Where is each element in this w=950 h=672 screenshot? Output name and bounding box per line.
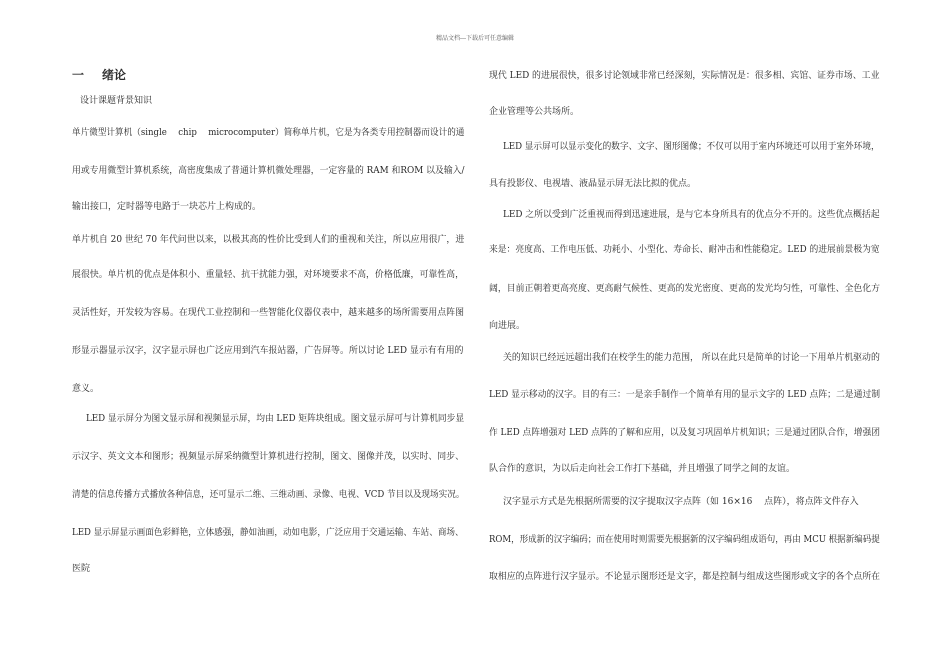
left-line-7: 形显示器显示汉字，汉字显示屏也广泛应用到汽车报站器，广告屏等。所以讨论 LED 显示有有用的 (72, 346, 464, 356)
right-line-10: LED 显示移动的汉字。目的有三：一是亲手制作一个简单有用的显示文字的 LED 点阵；二是通过制 (489, 390, 881, 400)
left-line-10: 示汉字、英文文本和图形；视频显示屏采纳微型计算机进行控制，图文、图像并茂，以实时、同步、 (72, 452, 465, 462)
right-line-1: 现代 LED 的进展很快，很多讨论领域非常已经深刻，实际情况是：很多相、宾馆、证券市场、工业 (489, 71, 880, 81)
left-line-12: LED 显示屏显示画面色彩鲜艳，立体感强，静如油画，动如电影，广泛应用于交通运输、车站、商场、 (72, 528, 464, 538)
left-line-6: 灵活性好，开发较为容易。在现代工业控制和一些智能化仪器仪表中，越来越多的场所需要用点阵图 (72, 308, 465, 318)
right-line-2: 企业管理等公共场所。 (489, 107, 580, 117)
right-line-5: LED 之所以受到广泛重视而得到迅速进展，是与它本身所具有的优点分不开的。这些优点概括起 (503, 210, 880, 220)
right-line-8: 向进展。 (489, 321, 526, 331)
left-line-8: 意义。 (72, 384, 100, 394)
right-line-4: 具有投影仪、电视墙、液晶显示屏无法比拟的优点。 (489, 179, 697, 189)
chapter-heading (72, 68, 126, 82)
right-line-9: 关的知识已经远远超出我们在校学生的能力范围， 所以在此只是简单的讨论一下用单片机驱动的 (503, 353, 880, 363)
page-header: 精品文档---下载后可任意编辑 (435, 35, 515, 42)
right-line-14: ROM，形成新的汉字编码；而在使用时则需要先根据新的汉字编码组成语句，再由 MCU 根据新编码提 (489, 535, 880, 545)
left-line-2: 用或专用微型计算机系统，高密度集成了普通计算机微处理器，一定容量的 RAM 和ROM 以及输入/ (72, 166, 465, 176)
right-line-13: 汉字显示方式是先根据所需要的汉字提取汉字点阵（如 16×16 点阵），将点阵文件存入 (503, 497, 859, 507)
right-line-3: LED 显示屏可以显示变化的数字、文字、图形图像；不仅可以用于室内环境还可以用于室外环境， (503, 142, 880, 152)
right-line-12: 队合作的意识，为以后走向社会工作打下基础，并且增强了同学之间的友谊。 (489, 464, 796, 474)
right-line-7: 阔，目前正朝着更高亮度、更高耐气候性、更高的发光密度、更高的发光均匀性，可靠性、全色化方 (489, 284, 881, 294)
chapter-number: 一 (72, 68, 85, 82)
left-line-13: 医院 (72, 564, 91, 574)
left-line-11: 清楚的信息传播方式播放各种信息，还可显示二维、三维动画、录像、电视、VCD 节目以及现场实况。 (72, 490, 465, 500)
left-line-9: LED 显示屏分为图文显示屏和视频显示屏，均由 LED 矩阵块组成。图文显示屏可与计算机同步显 (86, 414, 465, 424)
left-line-1: 单片微型计算机（single chip microcomputer）简称单片机，它是为各类专用控制器而设计的通 (72, 128, 465, 138)
chapter-title: 绪论 (102, 68, 127, 82)
right-line-6: 来是：亮度高、工作电压低、功耗小、小型化、寿命长、耐冲击和性能稳定。LED 的进展前景极为宽 (489, 245, 880, 255)
right-line-15: 取相应的点阵进行汉字显示。不论显示图形还是文字，都是控制与组成这些图形或文字的各个点所在 (489, 572, 881, 582)
left-line-5: 展很快。单片机的优点是体积小、重量轻、抗干扰能力强，对环境要求不高，价格低廉，可靠性高， (72, 270, 465, 280)
left-line-3: 输出接口，定时器等电路于一块芯片上构成的。 (72, 202, 262, 212)
right-line-11: 作 LED 点阵增强对 LED 点阵的了解和应用，以及复习巩固单片机知识；三是通过团队合作，增强团 (489, 428, 880, 438)
left-line-4: 单片机自 20 世纪 70 年代问世以来，以极其高的性价比受到人们的重视和关注，所以应用很广，进 (72, 235, 465, 245)
section-title: 设计课题背景知识 (80, 96, 153, 106)
